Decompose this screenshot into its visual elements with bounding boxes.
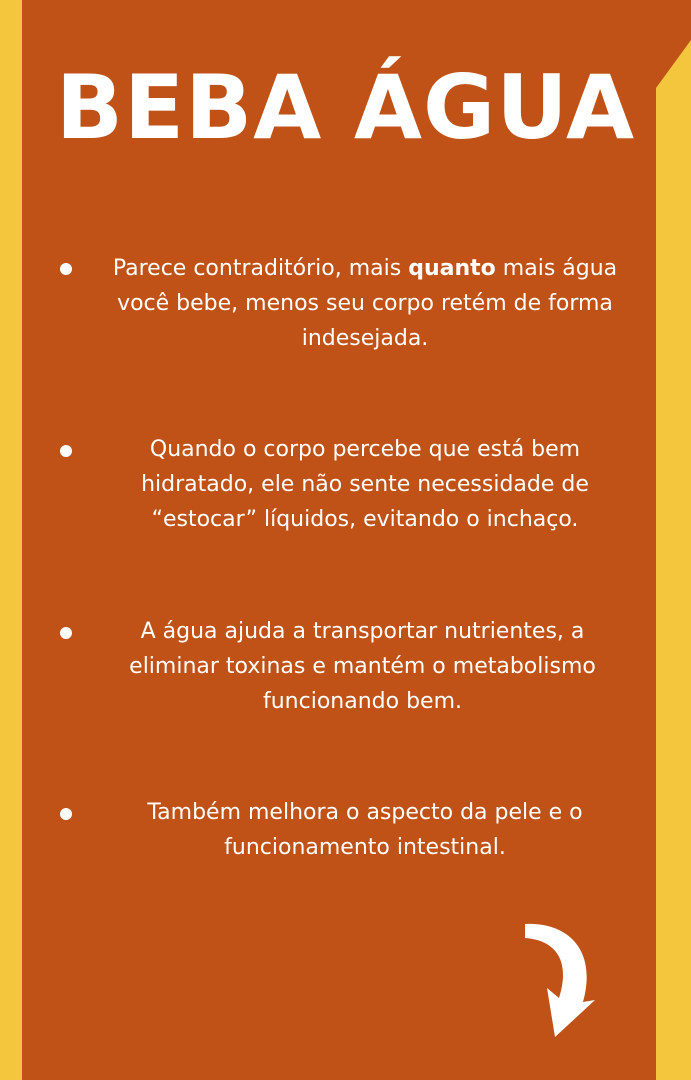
- list-item: [90, 251, 640, 356]
- list-item-emphasis: quanto: [408, 256, 496, 281]
- bullet-dot-icon: [60, 808, 72, 820]
- list-item-text-end: mais água você bebe, menos seu corpo retém de forma indesejada.: [117, 256, 618, 351]
- bullet-dot-icon: [60, 627, 72, 639]
- list-item: A água ajuda a transportar nutrientes, a eliminar toxinas e mantém o metabolismo funcionando bem.: [129, 619, 596, 714]
- curved-arrow-down-icon: [515, 912, 615, 1042]
- list-item: Também melhora o aspecto da pele e o funcionamento intestinal.: [147, 800, 583, 860]
- bullet-dot-icon: [60, 445, 72, 457]
- list-item: Quando o corpo percebe que está bem hidratado, ele não sente necessidade de “estocar” líquidos, evitando o inchaço.: [141, 437, 589, 532]
- list-item-text-start: Parece contraditório, mais: [112, 256, 409, 281]
- bullet-dot-icon: [60, 263, 72, 275]
- page-title: BEBA ÁGUA: [55, 56, 636, 159]
